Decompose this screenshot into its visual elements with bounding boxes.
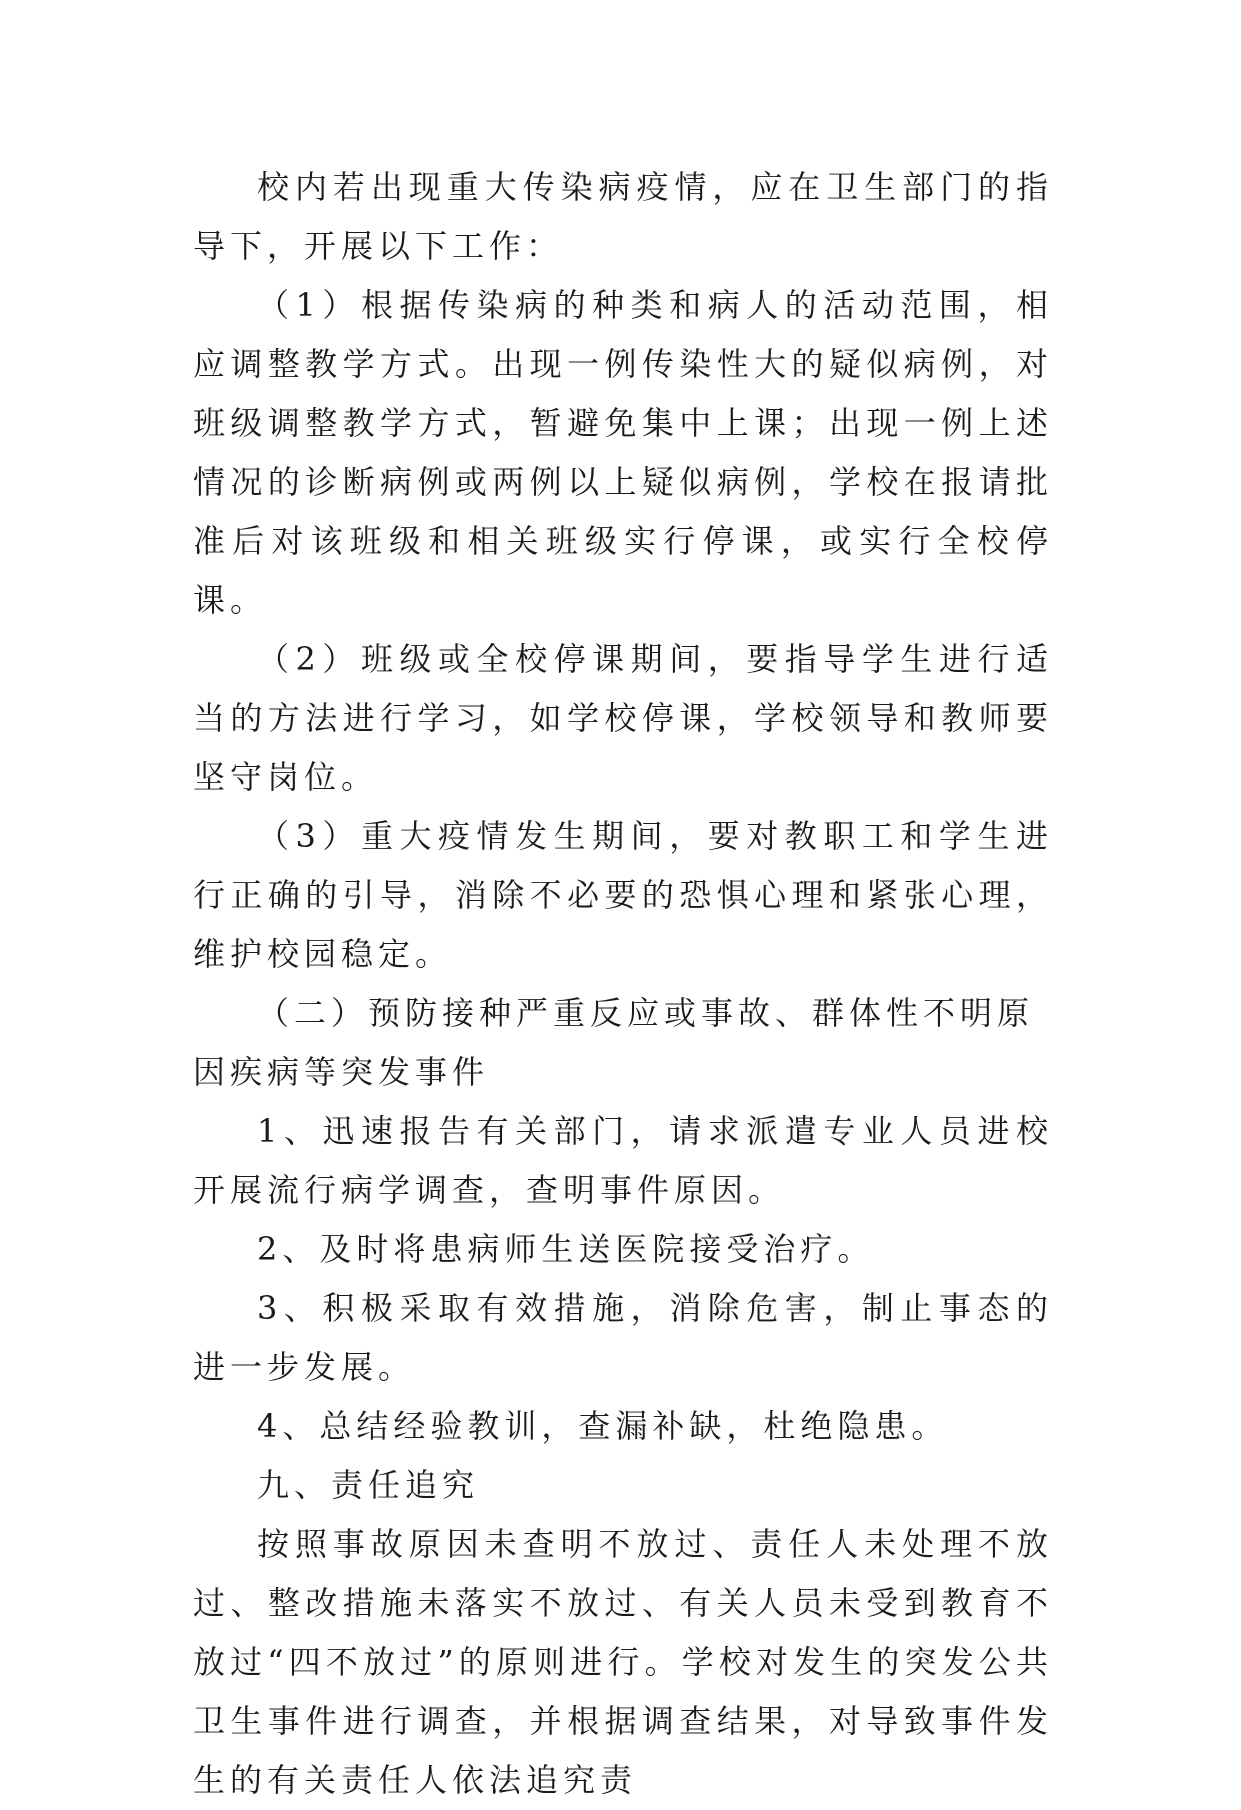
paragraph-item-2-suspension-guidance: （2）班级或全校停课期间，要指导学生进行适当的方法进行学习，如学校停课，学校领导和教师要坚守岗位。 (193, 640, 1053, 796)
paragraph-accountability-body: 按照事故原因未查明不放过、责任人未处理不放过、整改措施未落实不放过、有关人员未受到教育不放过“四不放过”的原则进行。学校对发生的突发公共卫生事件进行调查，并根据调查结果，对导致事件发生的有关责任人依法追究责 (193, 1525, 1053, 1799)
paragraph-step-3-measures: 3、积极采取有效措施，消除危害，制止事态的进一步发展。 (193, 1289, 1053, 1386)
paragraph-item-1-teaching-adjustment: （1）根据传染病的种类和病人的活动范围，相应调整教学方式。出现一例传染性大的疑似病例，对班级调整教学方式，暂避免集中上课；出现一例上述情况的诊断病例或两例以上疑似病例，学校在报请批准后对该班级和相关班级实行停课，或实行全校停课。 (193, 286, 1053, 619)
paragraph-step-4-summary: 4、总结经验教训，查漏补缺，杜绝隐患。 (257, 1407, 949, 1445)
paragraph-epidemic-intro: 校内若出现重大传染病疫情，应在卫生部门的指导下，开展以下工作： (193, 168, 1053, 265)
paragraph-step-1-report: 1、迅速报告有关部门，请求派遣专业人员进校开展流行病学调查，查明事件原因。 (193, 1112, 1053, 1209)
document-body (193, 158, 1053, 1810)
paragraph-item-3-psychological-guidance: （3）重大疫情发生期间，要对教职工和学生进行正确的引导，消除不必要的恐惧心理和紧张心理，维护校园稳定。 (193, 817, 1053, 973)
section-heading-accountability: 九、责任追究 (257, 1466, 480, 1504)
section-heading-vaccination-incidents: （二）预防接种严重反应或事故、群体性不明原因疾病等突发事件 (193, 994, 1035, 1091)
paragraph-step-2-treatment: 2、及时将患病师生送医院接受治疗。 (257, 1230, 875, 1268)
